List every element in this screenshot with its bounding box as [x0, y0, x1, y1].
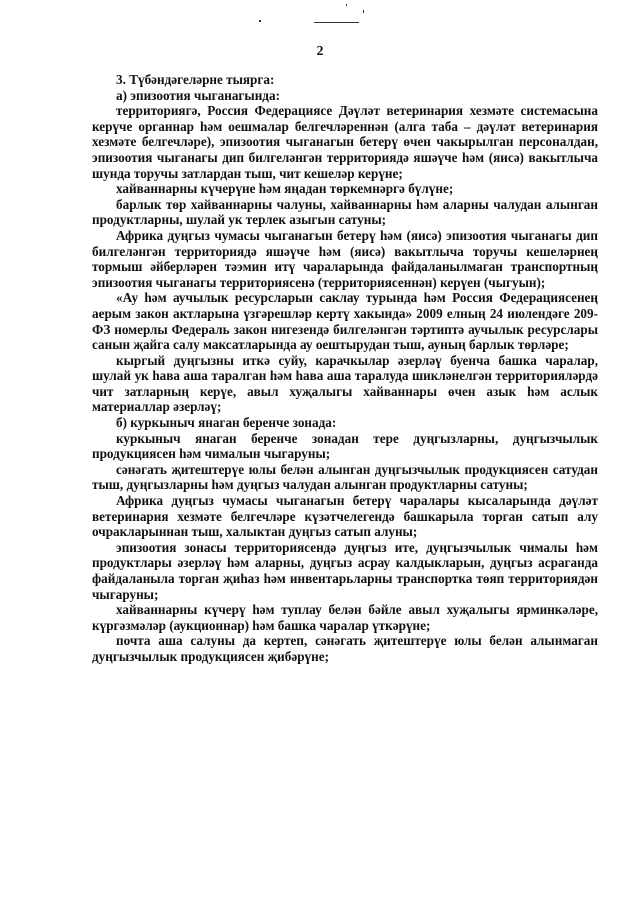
paragraph: хайваннарны күчерүне һәм яңадан төркемнәргә бүлүне;: [116, 181, 454, 197]
paragraph: хайваннарны күчерү һәм туплау белән бәйле авыл хуҗалыгы ярминкәләре, күргәзмәләр (аукционнар) һәм башка чаралар үткәрүне;: [92, 602, 598, 633]
paragraph: Африка дуңгыз чумасы чыганагын бетерү һәм (яисә) эпизоотия чыганагы дип билгеләнгән территориядә яшәүче һәм (яисә) вакытлыча торучы кешеләрнең тормыш әйберләрен тәэмин итү чараларында файдаланылмаган транспортның эпизоотия чыганагы территориясенә (территориясеннән) керүен (чыгуын);: [92, 227, 598, 290]
paragraph: почта аша салуны да кертеп, сәнәгать җитештерүе юлы белән алынмаган дуңгызчылык продукциясен җибәрүне;: [92, 633, 598, 664]
subsection-heading: б) куркыныч янаган беренче зонада:: [116, 415, 337, 431]
scan-artifact: [259, 20, 261, 22]
document-body: [92, 72, 598, 665]
page-number: 2: [316, 44, 324, 59]
scan-artifact: [314, 22, 359, 23]
scan-artifact: [363, 10, 364, 13]
paragraph: сәнәгать җитештерүе юлы белән алынган дуңгызчылык продукциясен сатудан тыш, дуңгызларны һәм дуңгыз чалудан алынган продуктларны сатуны;: [92, 461, 598, 493]
paragraph: барлык төр хайваннарны чалуны, хайваннарны һәм аларны чалудан алынган продуктларны, шулай ук терлек азыгын сатуны;: [92, 196, 598, 228]
paragraph: эпизоотия зонасы территориясендә дуңгыз ите, дуңгызчылык чималы һәм продуктлары әзерләү һәм аларны, дуңгыз асрау калдыкларын, дуңгыз асраганда файдаланыла торган җиһаз һәм инвентарьларны транспортка төяп территориядән чыгаруны;: [92, 539, 598, 602]
paragraph: «Ау һәм аучылык ресурсларын саклау турында һәм Россия Федерациясенең аерым закон актларына үзгәрешләр кертү хакында» 2009 елның 24 июлендәге 209-ФЗ номерлы Федераль закон нигезендә билгеләнгән тәртиптә аучылык ресурслары санын җайга салу максатларында ау оештырудан тыш, ауның барлык төрләре;: [92, 290, 598, 353]
subsection-heading: а) эпизоотия чыганагында:: [116, 87, 280, 103]
paragraph: кыргый дуңгызны иткә суйу, карачкылар әзерләү буенча башка чаралар, шулай ук һава аша таралган һәм һава аша таралуда шикләнелгән территорияләрдә чит затларның керүе, авыл хуҗалыгы хайваннары өчен азык һәм аслык материаллар әзерләү;: [92, 352, 598, 415]
section-heading: 3. Түбәндәгеләрне тыярга:: [116, 72, 275, 87]
scan-artifact: [346, 4, 347, 6]
paragraph: Африка дуңгыз чумасы чыганагын бетерү чаралары кысаларында дәүләт ветеринария хезмәте белгечләре күзәтчелегендә башкарыла торган сатып алу очракларыннан тыш, халыктан дуңгыз сатып алуны;: [92, 493, 598, 540]
paragraph: территориягә, Россия Федерациясе Дәүләт ветеринария хезмәте системасына керүче органнар һәм оешмалар белгечләреннән (алга таба – дәүләт ветеринария хезмәте белгечләре), эпизоотия чыганагын бетерү өчен чакырылган персоналдан, эпизоотия чыганагы дип билгеләнгән территориядә яшәүче һәм (яисә) вакытлыча шунда торучы затлардан тыш, чит кешеләр керүне;: [92, 103, 598, 181]
paragraph: куркыныч янаган беренче зонадан тере дуңгызларны, дуңгызчылык продукциясен һәм чималын чыгаруны;: [92, 430, 598, 462]
